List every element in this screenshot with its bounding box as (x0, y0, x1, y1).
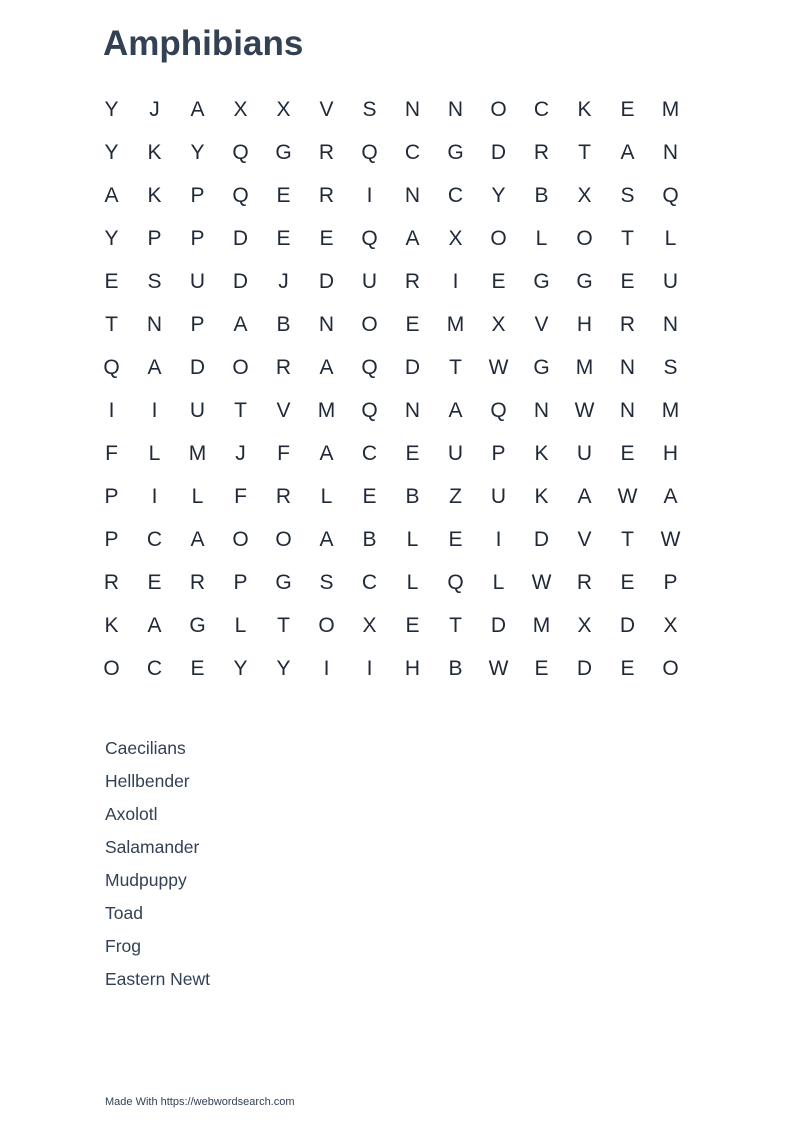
grid-letter: Q (232, 184, 249, 207)
grid-letter: P (190, 313, 205, 336)
grid-letter: J (278, 270, 289, 293)
grid-letter: T (105, 313, 118, 336)
grid-letter: S (147, 270, 162, 293)
grid-letter: X (233, 98, 248, 121)
grid-letter: T (621, 528, 634, 551)
grid-letter: U (447, 442, 464, 465)
grid-letter: N (619, 356, 636, 379)
grid-letter: U (490, 485, 507, 508)
grid-letter: N (404, 184, 421, 207)
word-list (105, 732, 210, 996)
grid-letter: G (189, 614, 206, 637)
grid-letter: W (488, 356, 509, 379)
grid-letter: G (533, 356, 550, 379)
grid-letter: L (191, 485, 204, 508)
grid-letter: Z (449, 485, 462, 508)
grid-letter: F (105, 442, 118, 465)
grid-letter: Q (490, 399, 507, 422)
grid-letter: Y (491, 184, 506, 207)
grid-letter: W (660, 528, 681, 551)
grid-letter: O (662, 657, 679, 680)
grid-letter: Q (361, 227, 378, 250)
grid-letter: M (188, 442, 207, 465)
grid-letter: I (366, 657, 373, 680)
grid-letter: U (189, 270, 206, 293)
grid-letter: E (190, 657, 205, 680)
grid-letter: E (620, 571, 635, 594)
grid-letter: U (576, 442, 593, 465)
grid-letter: Q (361, 141, 378, 164)
grid-letter: G (275, 141, 292, 164)
grid-letter: A (663, 485, 678, 508)
grid-letter: K (534, 442, 549, 465)
word-list-item: Mudpuppy (105, 870, 187, 890)
grid-letter: I (151, 485, 158, 508)
grid-letter: X (276, 98, 291, 121)
grid-letter: O (490, 98, 507, 121)
grid-letter: D (490, 141, 507, 164)
grid-letter: N (404, 98, 421, 121)
grid-letter: R (103, 571, 120, 594)
grid-letter: I (151, 399, 158, 422)
grid-letter: R (318, 141, 335, 164)
grid-letter: A (233, 313, 248, 336)
grid-letter: K (577, 98, 592, 121)
grid-letter: V (577, 528, 592, 551)
grid-letter: P (104, 528, 119, 551)
grid-letter: D (189, 356, 206, 379)
grid-letter: Y (233, 657, 248, 680)
grid-letter: T (449, 614, 462, 637)
grid-letter: W (617, 485, 638, 508)
grid-letter: E (276, 184, 291, 207)
grid-letter: L (406, 528, 419, 551)
grid-letter: A (319, 356, 334, 379)
grid-letter: V (276, 399, 291, 422)
grid-letter: W (531, 571, 552, 594)
grid-letter: M (661, 98, 680, 121)
grid-letter: Q (361, 356, 378, 379)
grid-letter: C (404, 141, 421, 164)
grid-letter: E (620, 442, 635, 465)
grid-letter: B (448, 657, 463, 680)
grid-letter: I (108, 399, 115, 422)
grid-letter: D (232, 227, 249, 250)
grid-letter: B (534, 184, 549, 207)
grid-letter: R (275, 485, 292, 508)
grid-letter: Y (190, 141, 205, 164)
grid-letter: E (620, 98, 635, 121)
grid-letter: K (147, 141, 162, 164)
grid-letter: G (275, 571, 292, 594)
grid-letter: B (276, 313, 291, 336)
grid-letter: O (576, 227, 593, 250)
grid-letter: M (532, 614, 551, 637)
grid-letter: N (662, 313, 679, 336)
grid-letter: L (234, 614, 247, 637)
grid-letter: A (319, 528, 334, 551)
grid-letter: C (447, 184, 464, 207)
word-list-item: Frog (105, 936, 141, 956)
grid-letter: H (662, 442, 679, 465)
grid-letter: N (533, 399, 550, 422)
grid-letter: R (404, 270, 421, 293)
grid-letter: R (576, 571, 593, 594)
grid-letter: J (149, 98, 160, 121)
grid-letter: M (446, 313, 465, 336)
grid-letter: R (275, 356, 292, 379)
grid-letter: O (103, 657, 120, 680)
grid-letter: T (578, 141, 591, 164)
grid-letter: C (361, 571, 378, 594)
grid-letter: C (361, 442, 378, 465)
grid-letter: S (663, 356, 678, 379)
grid-letter: V (319, 98, 334, 121)
grid-letter: X (448, 227, 463, 250)
word-list-item: Toad (105, 903, 143, 923)
grid-letter: A (620, 141, 635, 164)
grid-letter: I (323, 657, 330, 680)
grid-letter: W (574, 399, 595, 422)
grid-letter: N (318, 313, 335, 336)
grid-letter: N (404, 399, 421, 422)
grid-letter: D (232, 270, 249, 293)
grid-letter: S (319, 571, 334, 594)
grid-letter: P (147, 227, 162, 250)
grid-letter: T (234, 399, 247, 422)
grid-letter: F (277, 442, 290, 465)
grid-letter: O (275, 528, 292, 551)
grid-letter: E (491, 270, 506, 293)
grid-letter: O (232, 528, 249, 551)
grid-letter: P (190, 227, 205, 250)
grid-letter: E (620, 270, 635, 293)
grid-letter: T (621, 227, 634, 250)
grid-letter: E (405, 442, 420, 465)
grid-letter: W (488, 657, 509, 680)
grid-letter: H (404, 657, 421, 680)
grid-letter: A (319, 442, 334, 465)
grid-letter: L (406, 571, 419, 594)
grid-letter: A (104, 184, 119, 207)
grid-letter: S (362, 98, 377, 121)
grid-letter: B (405, 485, 420, 508)
grid-letter: N (447, 98, 464, 121)
grid-letter: K (104, 614, 119, 637)
grid-letter: R (619, 313, 636, 336)
grid-letter: U (662, 270, 679, 293)
grid-letter: A (147, 614, 162, 637)
word-list-item: Hellbender (105, 771, 190, 791)
grid-letter: A (577, 485, 592, 508)
word-list-item: Salamander (105, 837, 200, 857)
grid-letter: I (366, 184, 373, 207)
grid-letter: G (447, 141, 464, 164)
grid-letter: Y (276, 657, 291, 680)
grid-letter: D (576, 657, 593, 680)
grid-letter: N (146, 313, 163, 336)
grid-letter: D (619, 614, 636, 637)
grid-letter: U (361, 270, 378, 293)
grid-letter: Q (662, 184, 679, 207)
grid-letter: O (232, 356, 249, 379)
grid-letter: Q (447, 571, 464, 594)
grid-letter: E (534, 657, 549, 680)
grid-letter: L (535, 227, 548, 250)
grid-letter: C (146, 657, 163, 680)
grid-letter: X (577, 184, 592, 207)
grid-letter: F (234, 485, 247, 508)
grid-letter: Y (104, 227, 119, 250)
grid-letter: G (576, 270, 593, 293)
grid-letter: N (662, 141, 679, 164)
grid-letter: E (405, 614, 420, 637)
grid-letter: J (235, 442, 246, 465)
grid-letter: R (533, 141, 550, 164)
grid-letter: P (104, 485, 119, 508)
word-list-item: Axolotl (105, 804, 158, 824)
letter-grid (90, 88, 692, 690)
grid-letter: P (190, 184, 205, 207)
grid-letter: T (449, 356, 462, 379)
grid-letter: L (492, 571, 505, 594)
grid-letter: L (664, 227, 677, 250)
grid-letter: A (147, 356, 162, 379)
grid-letter: X (491, 313, 506, 336)
grid-letter: V (534, 313, 549, 336)
grid-letter: D (533, 528, 550, 551)
grid-letter: N (619, 399, 636, 422)
grid-letter: I (452, 270, 459, 293)
grid-letter: A (190, 528, 205, 551)
grid-letter: A (190, 98, 205, 121)
grid-letter: O (490, 227, 507, 250)
grid-letter: E (104, 270, 119, 293)
grid-letter: C (533, 98, 550, 121)
grid-letter: Y (104, 98, 119, 121)
grid-letter: E (319, 227, 334, 250)
grid-letter: H (576, 313, 593, 336)
grid-letter: P (491, 442, 506, 465)
grid-letter: B (362, 528, 377, 551)
grid-letter: E (405, 313, 420, 336)
grid-letter: G (533, 270, 550, 293)
grid-letter: U (189, 399, 206, 422)
grid-letter: D (404, 356, 421, 379)
grid-letter: O (318, 614, 335, 637)
grid-letter: K (534, 485, 549, 508)
grid-letter: S (620, 184, 635, 207)
footer-credit: Made With https://webwordsearch.com (105, 1096, 295, 1108)
grid-letter: P (233, 571, 248, 594)
grid-letter: D (490, 614, 507, 637)
grid-letter: L (148, 442, 161, 465)
word-list-item: Eastern Newt (105, 969, 211, 989)
grid-letter: Y (104, 141, 119, 164)
grid-letter: K (147, 184, 162, 207)
grid-letter: I (495, 528, 502, 551)
grid-letter: M (575, 356, 594, 379)
grid-letter: A (405, 227, 420, 250)
grid-letter: O (361, 313, 378, 336)
grid-letter: M (661, 399, 680, 422)
grid-letter: X (663, 614, 678, 637)
grid-letter: X (577, 614, 592, 637)
grid-letter: M (317, 399, 336, 422)
grid-letter: Q (361, 399, 378, 422)
grid-letter: E (362, 485, 377, 508)
grid-letter: E (448, 528, 463, 551)
grid-letter: E (147, 571, 162, 594)
grid-letter: X (362, 614, 377, 637)
page-title: Amphibians (103, 24, 304, 63)
grid-letter: Q (103, 356, 120, 379)
grid-letter: C (146, 528, 163, 551)
grid-letter: R (318, 184, 335, 207)
grid-letter: L (320, 485, 333, 508)
grid-letter: E (276, 227, 291, 250)
word-list-item: Caecilians (105, 738, 186, 758)
grid-letter: Q (232, 141, 249, 164)
grid-letter: D (318, 270, 335, 293)
grid-letter: A (448, 399, 463, 422)
grid-letter: R (189, 571, 206, 594)
grid-letter: E (620, 657, 635, 680)
grid-letter: T (277, 614, 290, 637)
grid-letter: P (663, 571, 678, 594)
